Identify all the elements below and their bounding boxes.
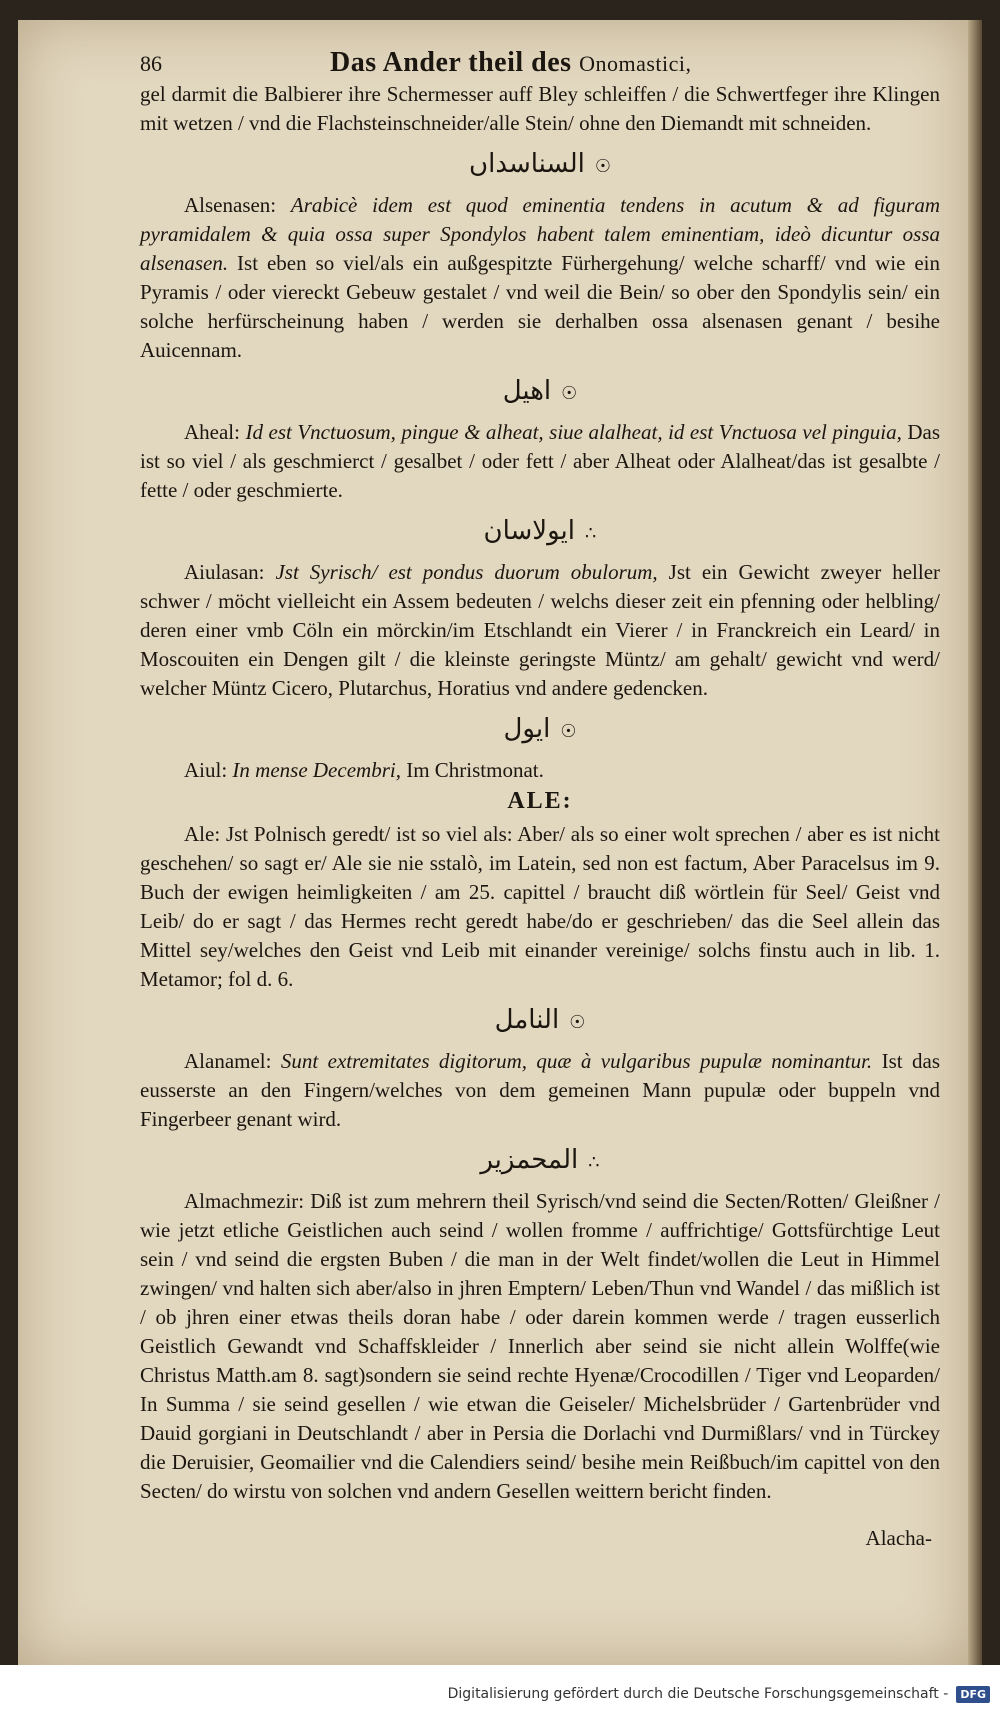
arabic-text: اهيل: [502, 376, 552, 406]
running-title-latin: Onomastici,: [579, 51, 692, 76]
entry-ale: [140, 820, 940, 994]
catchword: Alacha-: [865, 1526, 932, 1550]
entry-latin: Sunt extremitates digitorum, quæ à vulgaribus pupulæ nominantur.: [280, 1049, 873, 1073]
running-title-main: Das Ander theil des: [330, 47, 572, 78]
ornament-mark: ☉: [561, 383, 578, 404]
entry-latin: Arabicè idem est quod eminentia tendens in acutum & ad figuram pyramidalem & quia ossa super Spondylos habent talem eminentiam, ideò dicuntur ossa alsenasen.: [140, 193, 940, 275]
ornament-mark: ☉: [594, 156, 611, 177]
page-text: [140, 48, 940, 1553]
ornament-mark: ∴: [588, 1152, 600, 1173]
entry-aheal: [140, 418, 940, 505]
arabic-text: ايول: [503, 714, 551, 744]
entry-german: Diß ist zum mehrern theil Syrisch/vnd seind die Secten/Rotten/ Gleißner / wie jetzt etliche Geistlichen auch seind / wollen fromme / auffrichtige/ Gottsfürchtige Leut sein / vnd seind die ergsten Buben / die man in der Welt findet/wollen die Leut in Himmel zwingen/ vnd halten sich aber/also in jhren Emptern/ Leben/Thun vnd Wandel / das mißlich ist / ob jhren einer etwas theils doran habe / oder darein kommen werde / tragen eusserlich Geistlich Gewandt vnd Schaffskleider / Innerlich aber seind sie nicht allein Wolffe(wie Christus Matth.am 8. sagt)sondern sie seind rechte Hyenæ/Crocodillen / Tiger vnd Leoparden/ In Summa / sie seind gesellen / wie etwan die Geiseler/ Michelsbrüder / Gartenbrüder vnd Dauid gorgiani in Deutschlandt / aber in Persia die Dorlachi vnd Durmißlars/ vnd in Türckey die Deruisier, Geomailier vnd die Calendiers seind/ besihe mein Reißbuch/im capittel von den Secten/ do wirstu von solchen vnd andern Gesellen weittern bericht finden.: [140, 1189, 941, 1503]
entry-lemma: Almachmezir:: [184, 1189, 305, 1213]
running-header: [140, 48, 940, 78]
arabic-text: السناسداں: [469, 149, 585, 179]
running-title: [330, 48, 692, 78]
entry-lemma: Ale:: [184, 822, 221, 846]
entry-german: Ist das eusserste an den Fingern/welches von dem gemeinen Mann pupulæ oder buppeln vnd Fingerbeer genant wird.: [140, 1049, 941, 1131]
entry-aiulasan: [140, 558, 940, 703]
entry-alsenasen: [140, 191, 940, 365]
entry-german: Im Christmonat.: [406, 758, 544, 782]
entry-lemma: Alanamel:: [184, 1049, 272, 1073]
entry-german: Ist eben so viel/als ein außgespitzte Fürhergehung/ welche scharff/ vnd wie ein Pyramis / oder viereckt Gebeuw gestalet / vnd weil die Bein/ so ober den Spondylis sein/ ein solche herfürscheinung haben / werden sie derhalben ossa alsenasen genant / besihe Auicennam.: [140, 251, 941, 362]
arabic-headword: [140, 1000, 940, 1043]
page-edge: [968, 20, 982, 1665]
entry-lemma: Aiulasan:: [184, 560, 265, 584]
entry-latin: Id est Vnctuosum, pingue & alheat, siue alalheat, id est Vnctuosa vel pinguia,: [245, 420, 902, 444]
entry-alanamel: [140, 1047, 940, 1134]
arabic-headword: [140, 371, 940, 414]
ornament-mark: ∴: [585, 523, 597, 544]
entry-latin: Jst Syrisch/ est pondus duorum obulorum,: [275, 560, 658, 584]
digitization-footer: [0, 1665, 1000, 1723]
footer-credit: Digitalisierung gefördert durch die Deutsche Forschungsgemeinschaft -: [447, 1686, 949, 1702]
arabic-headword: [140, 1140, 940, 1183]
entry-latin: In mense Decembri,: [232, 758, 401, 782]
entry-german: Das ist so viel / als geschmierct / gesalbet / oder fett / aber Alheat oder Alalheat/das ist gesalbte / fette / oder geschmierte.: [140, 420, 941, 502]
entry-german: Jst Polnisch geredt/ ist so viel als: Aber/ als so einer wolt sprechen / aber es ist nicht geschehen/ so sagt er/ Ale sie nie sstalò, im Latein, sed non est factum, Aber Paracelsus im 9. Buch der ewigen heimligkeiten / am 25. capittel / braucht diß wörtlein für Seel/ Geist vnd Leib/ do er sagt / das Hermes recht geredt habe/do er geschrieben/ das die Seel allein das Mittel sey/welches den Geist vnd Leib mit einander vereinige/ solchs finstu auch in lib. 1. Metamor; fol d. 6.: [140, 822, 941, 991]
arabic-headword: [140, 511, 940, 554]
arabic-text: النامل: [494, 1005, 560, 1035]
entry-lemma: Aheal:: [184, 420, 240, 444]
entry-german: Jst ein Gewicht zweyer heller schwer / möcht vielleicht ein Assem bedeuten / welchs dieser zeit ein pfenning oder helbling/ deren einer vmb Cöln ein mörckin/im Etschlandt ein Vierer / in Franckreich ein Leard/ in Moscouiten ein Dengen gilt / die kleinste geringste Müntz/ am gehalt/ gewicht vnd werd/ welcher Müntz Cicero, Plutarchus, Horatius vnd andere gedencken.: [140, 560, 941, 700]
arabic-headword: [140, 709, 940, 752]
entry-almachmezir: [140, 1187, 940, 1506]
entry-lemma: Aiul:: [184, 758, 228, 782]
ornament-mark: ☉: [569, 1012, 586, 1033]
dfg-logo: DFG: [956, 1686, 990, 1703]
page-number: 86: [140, 51, 162, 76]
entry-lemma: Alsenasen:: [184, 193, 277, 217]
arabic-text: ايولاسان: [483, 516, 576, 546]
ornament-mark: ☉: [560, 721, 577, 742]
intro-paragraph: gel darmit die Balbierer ihre Schermesser auff Bley schleiffen / die Schwertfeger ihre Klingen mit wetzen / vnd die Flachsteinschneider/alle Stein/ ohne den Diemandt mit schneiden.: [140, 82, 940, 135]
arabic-text: المحمزير: [480, 1145, 579, 1175]
arabic-headword: [140, 144, 940, 187]
entry-aiul: [140, 756, 940, 785]
section-heading: ALE:: [507, 788, 573, 814]
